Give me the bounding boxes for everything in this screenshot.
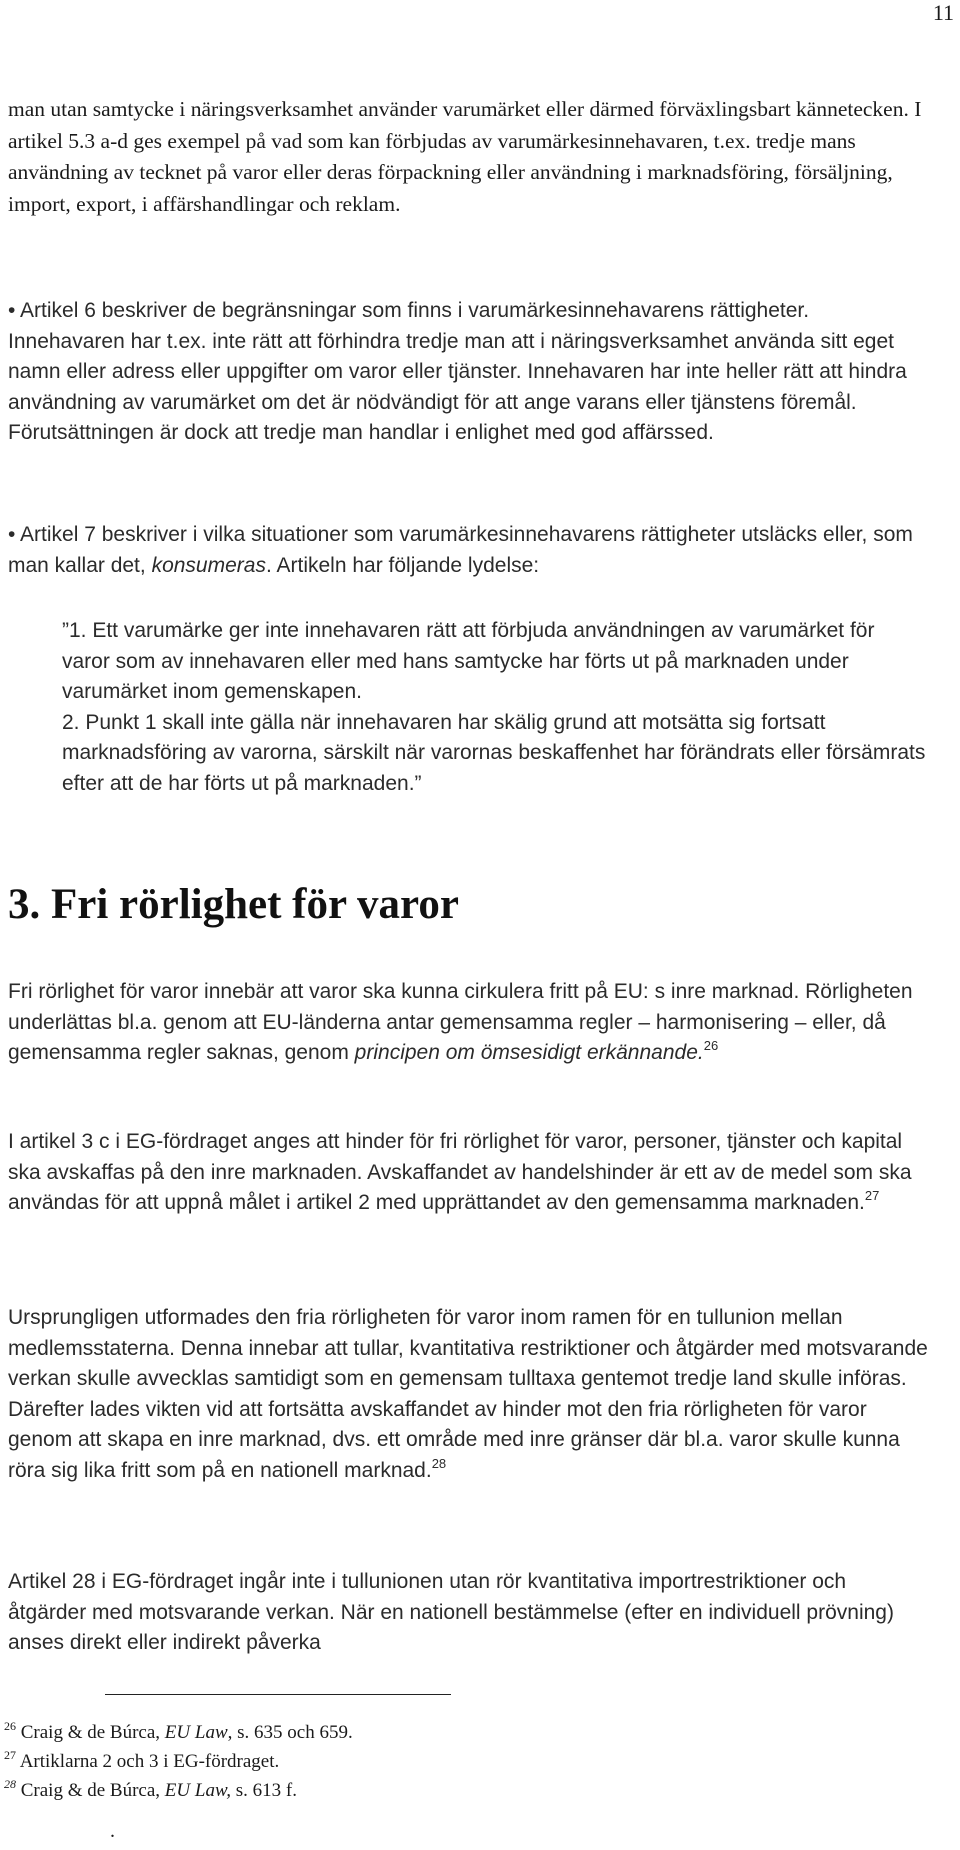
footnote-ref-28[interactable]: 28 [431, 1455, 447, 1471]
footnote-number: 26 [4, 1719, 16, 1733]
article7-text: • Artikel 7 beskriver i vilka situationer som varumärkesinnehavarens rättigheter utsläcks eller, som man kallar det, [8, 523, 913, 577]
quote-item-2: 2. Punkt 1 skall inte gälla när innehavaren har skälig grund att motsätta sig fortsatt marknadsföring av varorna, särskilt när varornas beskaffenhet har förändrats eller försämrats efter att de har förts ut på marknaden.” [62, 710, 926, 795]
footnote-divider [105, 1694, 451, 1695]
article7-text-end: . Artikeln har följande lydelse: [265, 553, 540, 577]
paragraph-article-7 [8, 520, 930, 581]
footnote-text: Craig & de Búrca, [20, 1780, 165, 1801]
footnote-28 [4, 1776, 353, 1805]
footnote-text: Craig & de Búrca, [20, 1722, 165, 1743]
p1-italic-term: principen om ömsesidigt erkännande. [354, 1041, 704, 1064]
footnote-italic: EU Law [164, 1722, 228, 1743]
page-number: 11 [932, 0, 954, 25]
paragraph-article-28: Artikel 28 i EG-fördraget ingår inte i tullunionen utan rör kvantitativa importrestriktioner och åtgärder med motsvarande verkan. När en nationell bestämmelse (efter en individuell prövning) anses direkt eller indirekt påverka [8, 1570, 894, 1654]
footnote-number: 28 [4, 1777, 16, 1791]
paragraph-trademark-use: man utan samtycke i näringsverksamhet använder varumärket eller därmed förväxlingsbart kännetecken. I artikel 5.3 a-d ges exempel på vad som kan förbjudas av varumärkesinnehavaren, t.ex. tredje mans användning av tecknet på varor eller deras förpackning eller användning i marknadsföring, försäljning, import, export, i affärshandlingar och reklam. [8, 97, 922, 216]
quote-article-7 [62, 616, 928, 799]
footnote-text: Artiklarna 2 och 3 i EG-fördraget. [19, 1751, 280, 1772]
paragraph-article-3c [8, 1127, 930, 1219]
paragraph-customs-union [8, 1303, 930, 1486]
footnote-27 [4, 1747, 353, 1776]
footnote-text-end: s. 613 f. [230, 1780, 297, 1801]
footnote-26 [4, 1718, 353, 1747]
p1-text: Fri rörlighet för varor innebär att varor ska kunna cirkulera fritt på EU: s inre marknad. Rörligheten underlättas bl.a. genom att EU-länderna antar gemensamma regler – harmonisering – eller, då gemensamma regler saknas, genom [8, 980, 913, 1064]
quote-item-1: ”1. Ett varumärke ger inte innehavaren rätt att förbjuda användningen av varumärket för varor som av innehavaren eller med hans samtycke har förts ut på marknaden under varumärket inom gemenskapen. [62, 619, 875, 703]
footnote-number: 27 [4, 1748, 16, 1762]
footnote-ref-27[interactable]: 27 [864, 1188, 880, 1203]
stray-mark: . [110, 1820, 115, 1842]
paragraph-free-movement [8, 977, 930, 1069]
footnotes [4, 1718, 353, 1805]
p2-text: I artikel 3 c i EG-fördraget anges att hinder för fri rörlighet för varor, personer, tjänster och kapital ska avskaffas på den inre marknaden. Avskaffandet av handelshinder är ett av de medel som ska användas för att uppnå målet i artikel 2 med upprättandet av den gemensamma marknaden. [8, 1130, 912, 1214]
article7-italic-term: konsumeras [151, 553, 266, 577]
paragraph-article-6: • Artikel 6 beskriver de begränsningar som finns i varumärkesinnehavarens rättigheter. Innehavaren har t.ex. inte rätt att förhindra tredje man att i näringsverksamhet använda sitt eget namn eller adress eller uppgifter om varor eller tjänster. Innehavaren har inte heller rätt att hindra användning av varumärket om det är nödvändigt för att ange varans eller tjänstens föremål. Förutsättningen är dock att tredje man handlar i enlighet med god affärssed. [8, 299, 907, 444]
footnote-text-end: , s. 635 och 659. [227, 1722, 353, 1743]
footnote-italic: EU Law, [164, 1780, 231, 1801]
section-heading: 3. Fri rörlighet för varor [8, 881, 459, 928]
p3-text: Ursprungligen utformades den fria rörligheten för varor inom ramen för en tullunion mellan medlemsstaterna. Denna innebar att tullar, kvantitativa restriktioner och åtgärder med motsvarande verkan skulle avvecklas samtidigt som en gemensam tulltaxa gentemot tredje land skulle införas. Därefter lades vikten vid att fortsätta avskaffandet av hinder mot den fria rörligheten för varor genom att skapa en inre marknad, dvs. ett område med inre gränser där bl.a. varor skulle kunna röra sig lika fritt som på en nationell marknad. [8, 1306, 928, 1482]
footnote-ref-26[interactable]: 26 [703, 1038, 719, 1053]
